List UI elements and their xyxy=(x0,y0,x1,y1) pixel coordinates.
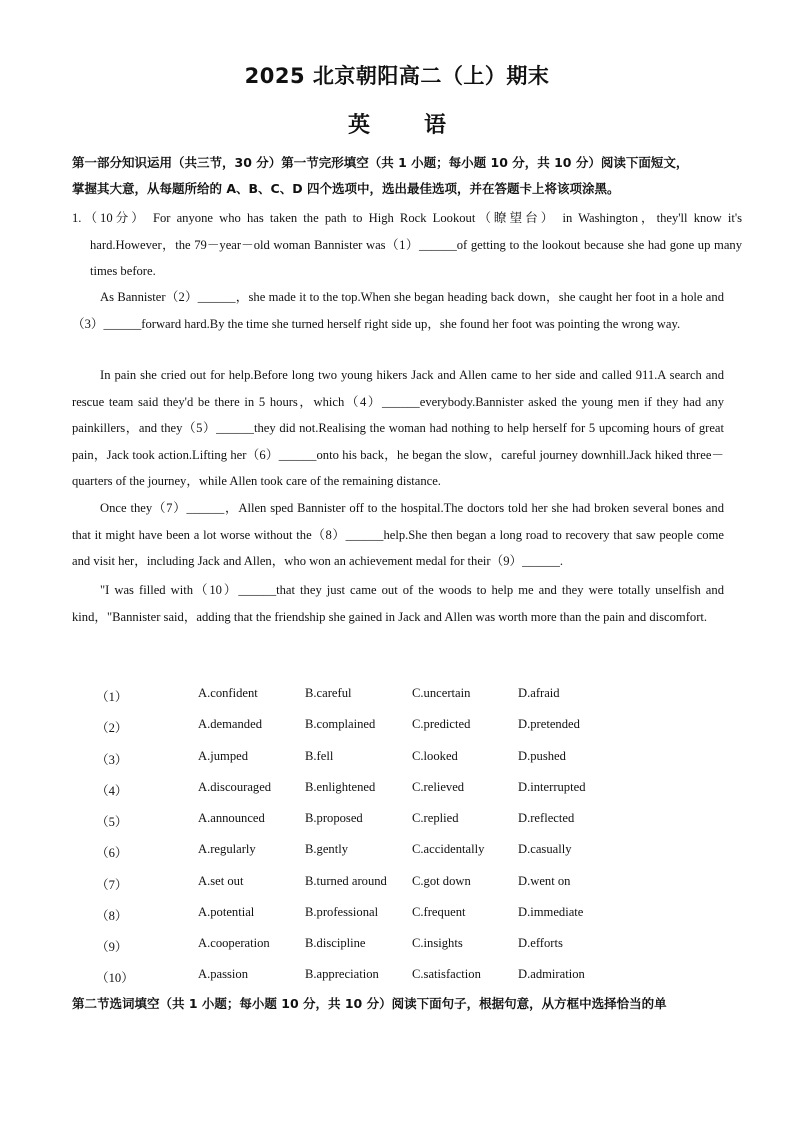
question-number: （7） xyxy=(96,878,128,892)
option-row xyxy=(0,936,794,956)
option-c: C.insights xyxy=(412,936,463,950)
subject-heading xyxy=(0,108,794,139)
option-d: D.efforts xyxy=(518,936,563,950)
option-d: D.afraid xyxy=(518,686,560,700)
passage-paragraph-1: 1.（10分） For anyone who has taken the path to High Rock Lookout（瞭望台） in Washington，they'll know it's hard.However，the 79－year－old woman Bannister was（1）______of getting to the lookout because she had gone up many times before. xyxy=(72,211,742,278)
option-b: B.gently xyxy=(305,842,349,856)
option-c: C.replied xyxy=(412,811,459,825)
option-row xyxy=(0,842,794,862)
question-number: （1） xyxy=(96,690,128,704)
option-b: B.appreciation xyxy=(305,967,379,981)
option-row xyxy=(0,717,794,737)
option-d: D.immediate xyxy=(518,905,584,919)
question-number: （9） xyxy=(96,940,128,954)
option-b: B.turned around xyxy=(305,874,387,888)
option-c: C.satisfaction xyxy=(412,967,481,981)
option-c: C.got down xyxy=(412,874,471,888)
option-row xyxy=(0,967,794,987)
option-a: A.announced xyxy=(198,811,265,825)
option-row xyxy=(0,749,794,769)
option-d: D.pretended xyxy=(518,717,580,731)
option-d: D.reflected xyxy=(518,811,575,825)
part1-heading-line1: 第一部分知识运用（共三节，30 分）第一节完形填空（共 1 小题；每小题 10 分，共 10 分）阅读下面短文， xyxy=(72,155,689,170)
option-a: A.set out xyxy=(198,874,244,888)
option-row xyxy=(0,686,794,706)
option-b: B.enlightened xyxy=(305,780,376,794)
option-b: B.professional xyxy=(305,905,379,919)
option-a: A.demanded xyxy=(198,717,262,731)
option-c: C.looked xyxy=(412,749,458,763)
option-b: B.fell xyxy=(305,749,334,763)
option-d: D.interrupted xyxy=(518,780,586,794)
exam-title: 2025 北京朝阳高二（上）期末 xyxy=(244,64,550,88)
option-d: D.went on xyxy=(518,874,571,888)
option-row xyxy=(0,905,794,925)
option-c: C.frequent xyxy=(412,905,466,919)
option-a: A.discouraged xyxy=(198,780,272,794)
option-c: C.accidentally xyxy=(412,842,485,856)
option-b: B.discipline xyxy=(305,936,366,950)
option-d: D.admiration xyxy=(518,967,585,981)
passage-paragraph-4: Once they（7）______，Allen sped Bannister off to the hospital.The doctors told her she had broken several bones and that it might have been a lot worse without the（8）______help.She then began a long road to recovery that saw people come and visit her，including Jack and Allen，who won an achievement medal for their（9）______. xyxy=(72,501,724,568)
option-b: B.careful xyxy=(305,686,352,700)
question-number: （4） xyxy=(96,784,128,798)
option-a: A.cooperation xyxy=(198,936,270,950)
part1-heading xyxy=(72,150,728,202)
question-number: （3） xyxy=(96,753,128,767)
passage-paragraph-2: As Bannister（2）______，she made it to the top.When she began heading back down，she caught her foot in a hole and（3）______forward hard.By the time she turned herself right side up，she found her foot was pointing the wrong way. xyxy=(72,290,724,331)
option-c: C.uncertain xyxy=(412,686,471,700)
option-row xyxy=(0,811,794,831)
option-d: D.pushed xyxy=(518,749,566,763)
question-number: （10） xyxy=(96,971,134,985)
option-a: A.regularly xyxy=(198,842,256,856)
option-row xyxy=(0,780,794,800)
part2-heading: 第二节选词填空（共 1 小题；每小题 10 分，共 10 分）阅读下面句子，根据句意，从方框中选择恰当的单 xyxy=(72,996,667,1011)
part1-heading-line2: 掌握其大意，从每题所给的 A、B、C、D 四个选项中，选出最佳选项，并在答题卡上将该项涂黑。 xyxy=(72,181,620,196)
option-a: A.passion xyxy=(198,967,249,981)
option-b: B.complained xyxy=(305,717,376,731)
passage-paragraph-5: "I was filled with（10）______that they just came out of the woods to help me and they were totally unselfish and kind，"Bannister said，adding that the friendship she gained in Jack and Allen was worth more than the pain and discomfort. xyxy=(72,583,724,624)
passage-paragraph-3: In pain she cried out for help.Before long two young hikers Jack and Allen came to her side and called 911.A search and rescue team said they'd be there in 5 hours，which（4）______everybody.Bannister asked the young men if they had any painkillers，and they（5）______they did not.Realising the woman had nothing to help herself for 5 upcoming hours of great pain，Jack took action.Lifting her（6）______onto his back，he began the slow，careful journey downhill.Jack hiked three－quarters of the journey，while Allen took care of the remaining distance. xyxy=(72,368,724,488)
subject-char-2: 语 xyxy=(424,113,447,138)
option-c: C.predicted xyxy=(412,717,471,731)
option-a: A.jumped xyxy=(198,749,249,763)
question-number: （8） xyxy=(96,909,128,923)
question-number: （5） xyxy=(96,815,128,829)
subject-char-1: 英 xyxy=(347,113,370,138)
question-number: （2） xyxy=(96,721,128,735)
question-number: （6） xyxy=(96,846,128,860)
option-b: B.proposed xyxy=(305,811,363,825)
option-c: C.relieved xyxy=(412,780,465,794)
option-a: A.potential xyxy=(198,905,255,919)
option-d: D.casually xyxy=(518,842,572,856)
option-row xyxy=(0,874,794,894)
option-a: A.confident xyxy=(198,686,258,700)
